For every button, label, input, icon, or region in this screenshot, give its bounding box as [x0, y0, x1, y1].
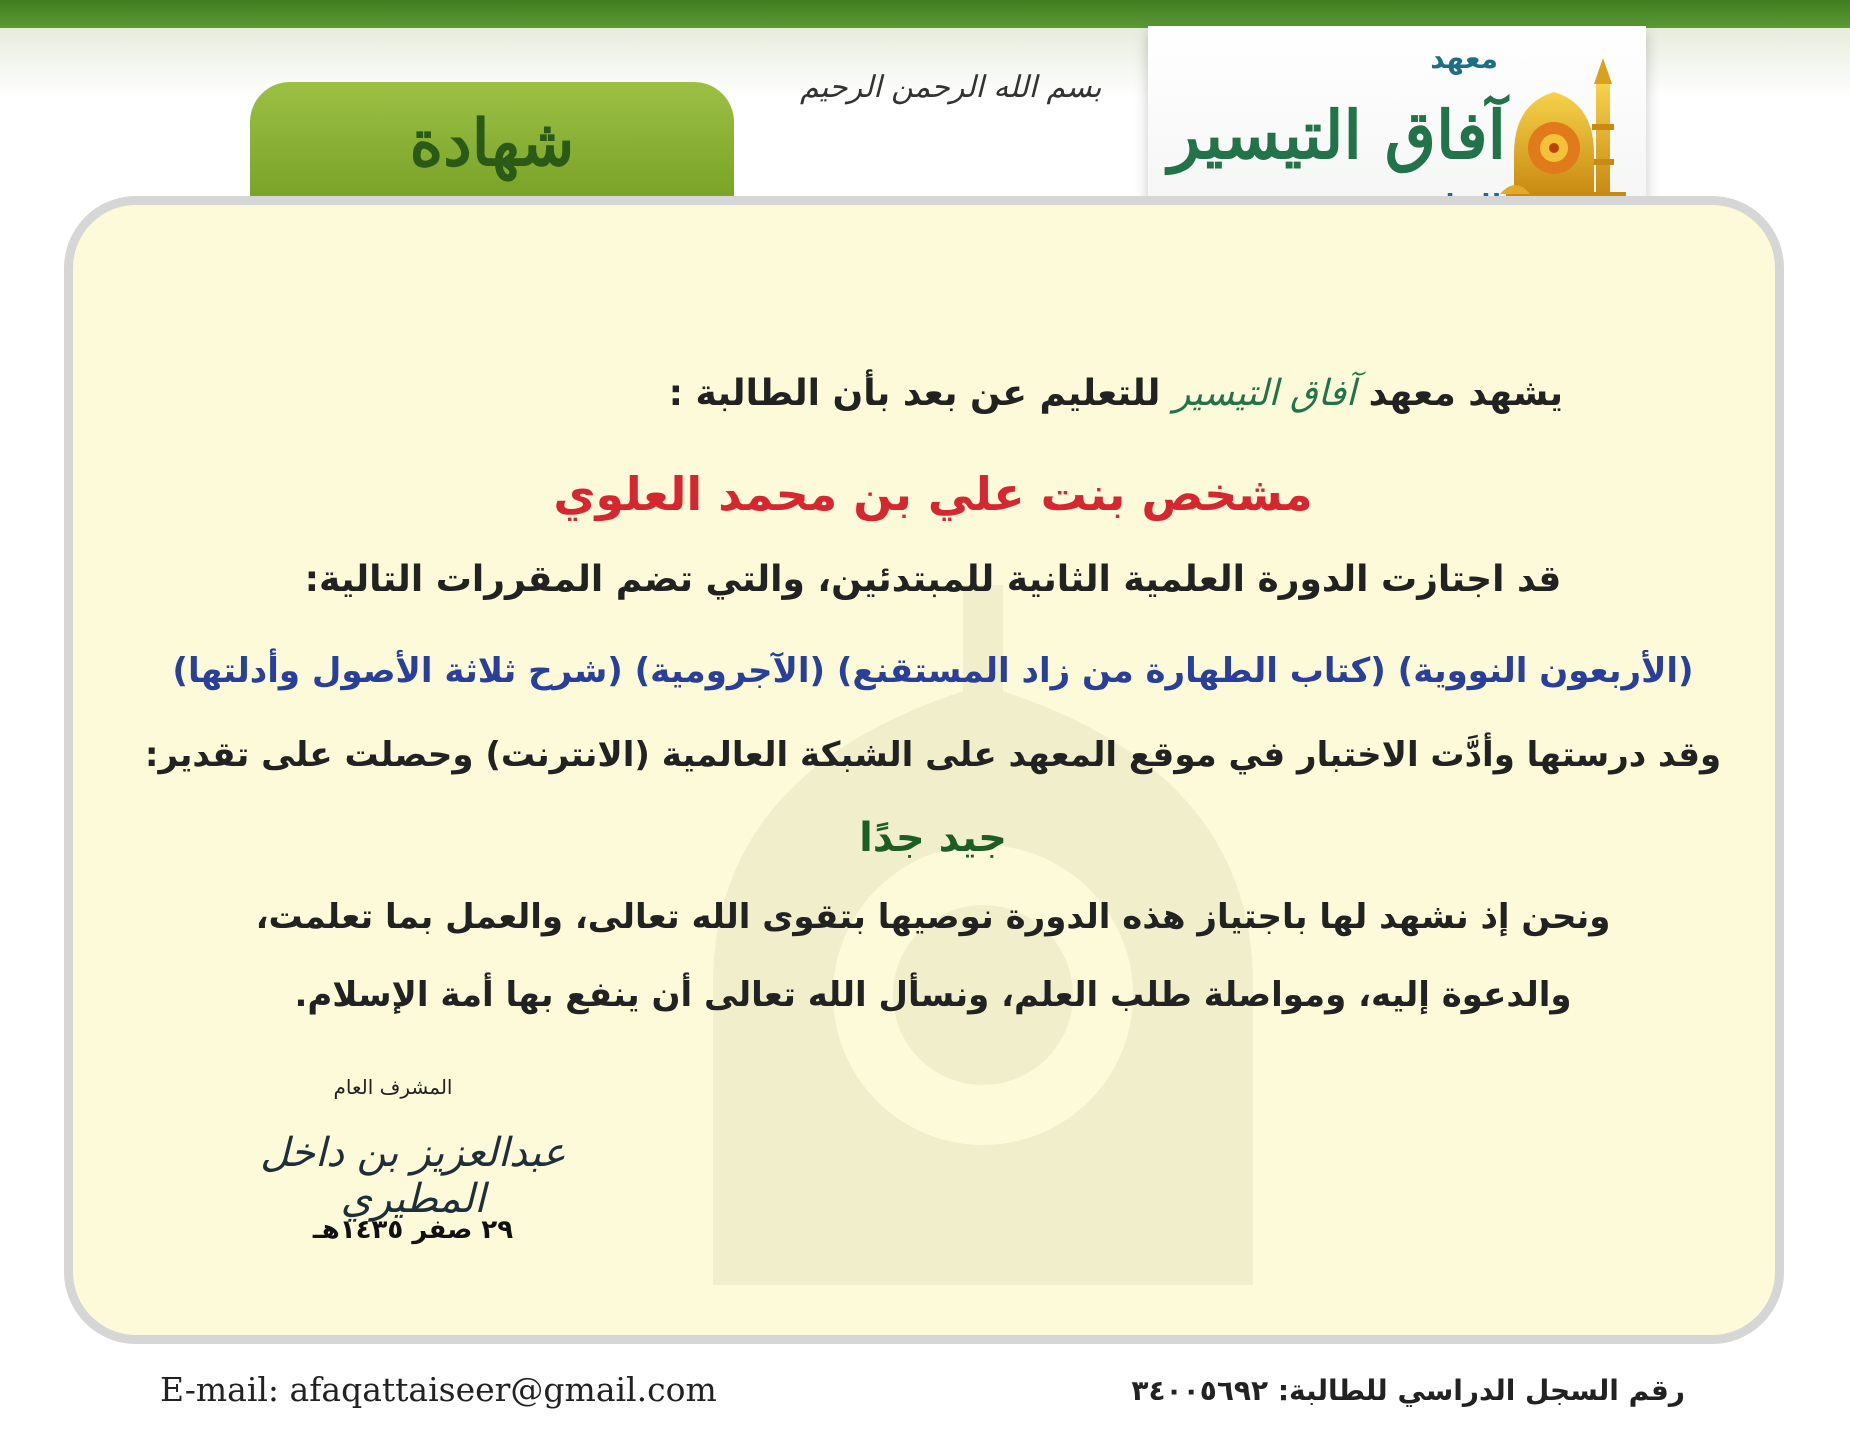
closing-line-2: والدعوة إليه، ومواصلة طلب العلم، ونسأل الله تعالى أن ينفع بها أمة الإسلام.: [294, 975, 1572, 1015]
certificate-title: شهادة: [409, 106, 575, 181]
logo-top-word: معهد: [1430, 42, 1498, 75]
courses-line: (الأربعون النووية) (كتاب الطهارة من زاد المستقنع) (الآجرومية) (شرح ثلاثة الأصول وأدلتها): [172, 651, 1694, 691]
intro-after: للتعليم عن بعد بأن الطالبة :: [668, 373, 1161, 414]
passed-line: قد اجتازت الدورة العلمية الثانية للمبتدئين، والتي تضم المقررات التالية:: [304, 559, 1562, 600]
closing-line-1: ونحن إذ نشهد لها باجتياز هذه الدورة نوصيها بتقوى الله تعالى، والعمل بما تعلمت،: [255, 897, 1611, 937]
footer-email: E-mail: afaqattaiseer@gmail.com: [160, 1370, 717, 1409]
institute-name: آفاق التيسير: [1172, 373, 1357, 414]
top-green-strip: [0, 0, 1850, 28]
signature-name: عبدالعزيز بن داخل المطيري: [260, 1130, 566, 1222]
grade: جيد جدًا: [859, 815, 1007, 861]
intro-before: يشهد معهد: [1368, 373, 1563, 414]
student-name: مشخص بنت علي بن محمد العلوي: [553, 467, 1313, 521]
intro-line: [669, 373, 1563, 414]
certificate-card: [64, 196, 1784, 1344]
basmala-calligraphy: بسم الله الرحمن الرحيم: [800, 70, 1102, 105]
certificate-content: [73, 205, 1793, 1353]
mosque-emblem-icon: [1496, 44, 1632, 214]
footer-registration-number: رقم السجل الدراسي للطالبة: ٣٤٠٠٥٦٩٢: [1131, 1374, 1685, 1407]
exam-line: وقد درستها وأدَّت الاختبار في موقع المعهد على الشبكة العالمية (الانترنت) وحصلت على تقدير:: [144, 735, 1722, 775]
logo-name: آفاق التيسير: [1168, 96, 1506, 174]
signature-role: المشرف العام: [333, 1075, 453, 1099]
certificate-date: ٢٩ صفر ١٤٣٥هـ: [312, 1215, 514, 1245]
